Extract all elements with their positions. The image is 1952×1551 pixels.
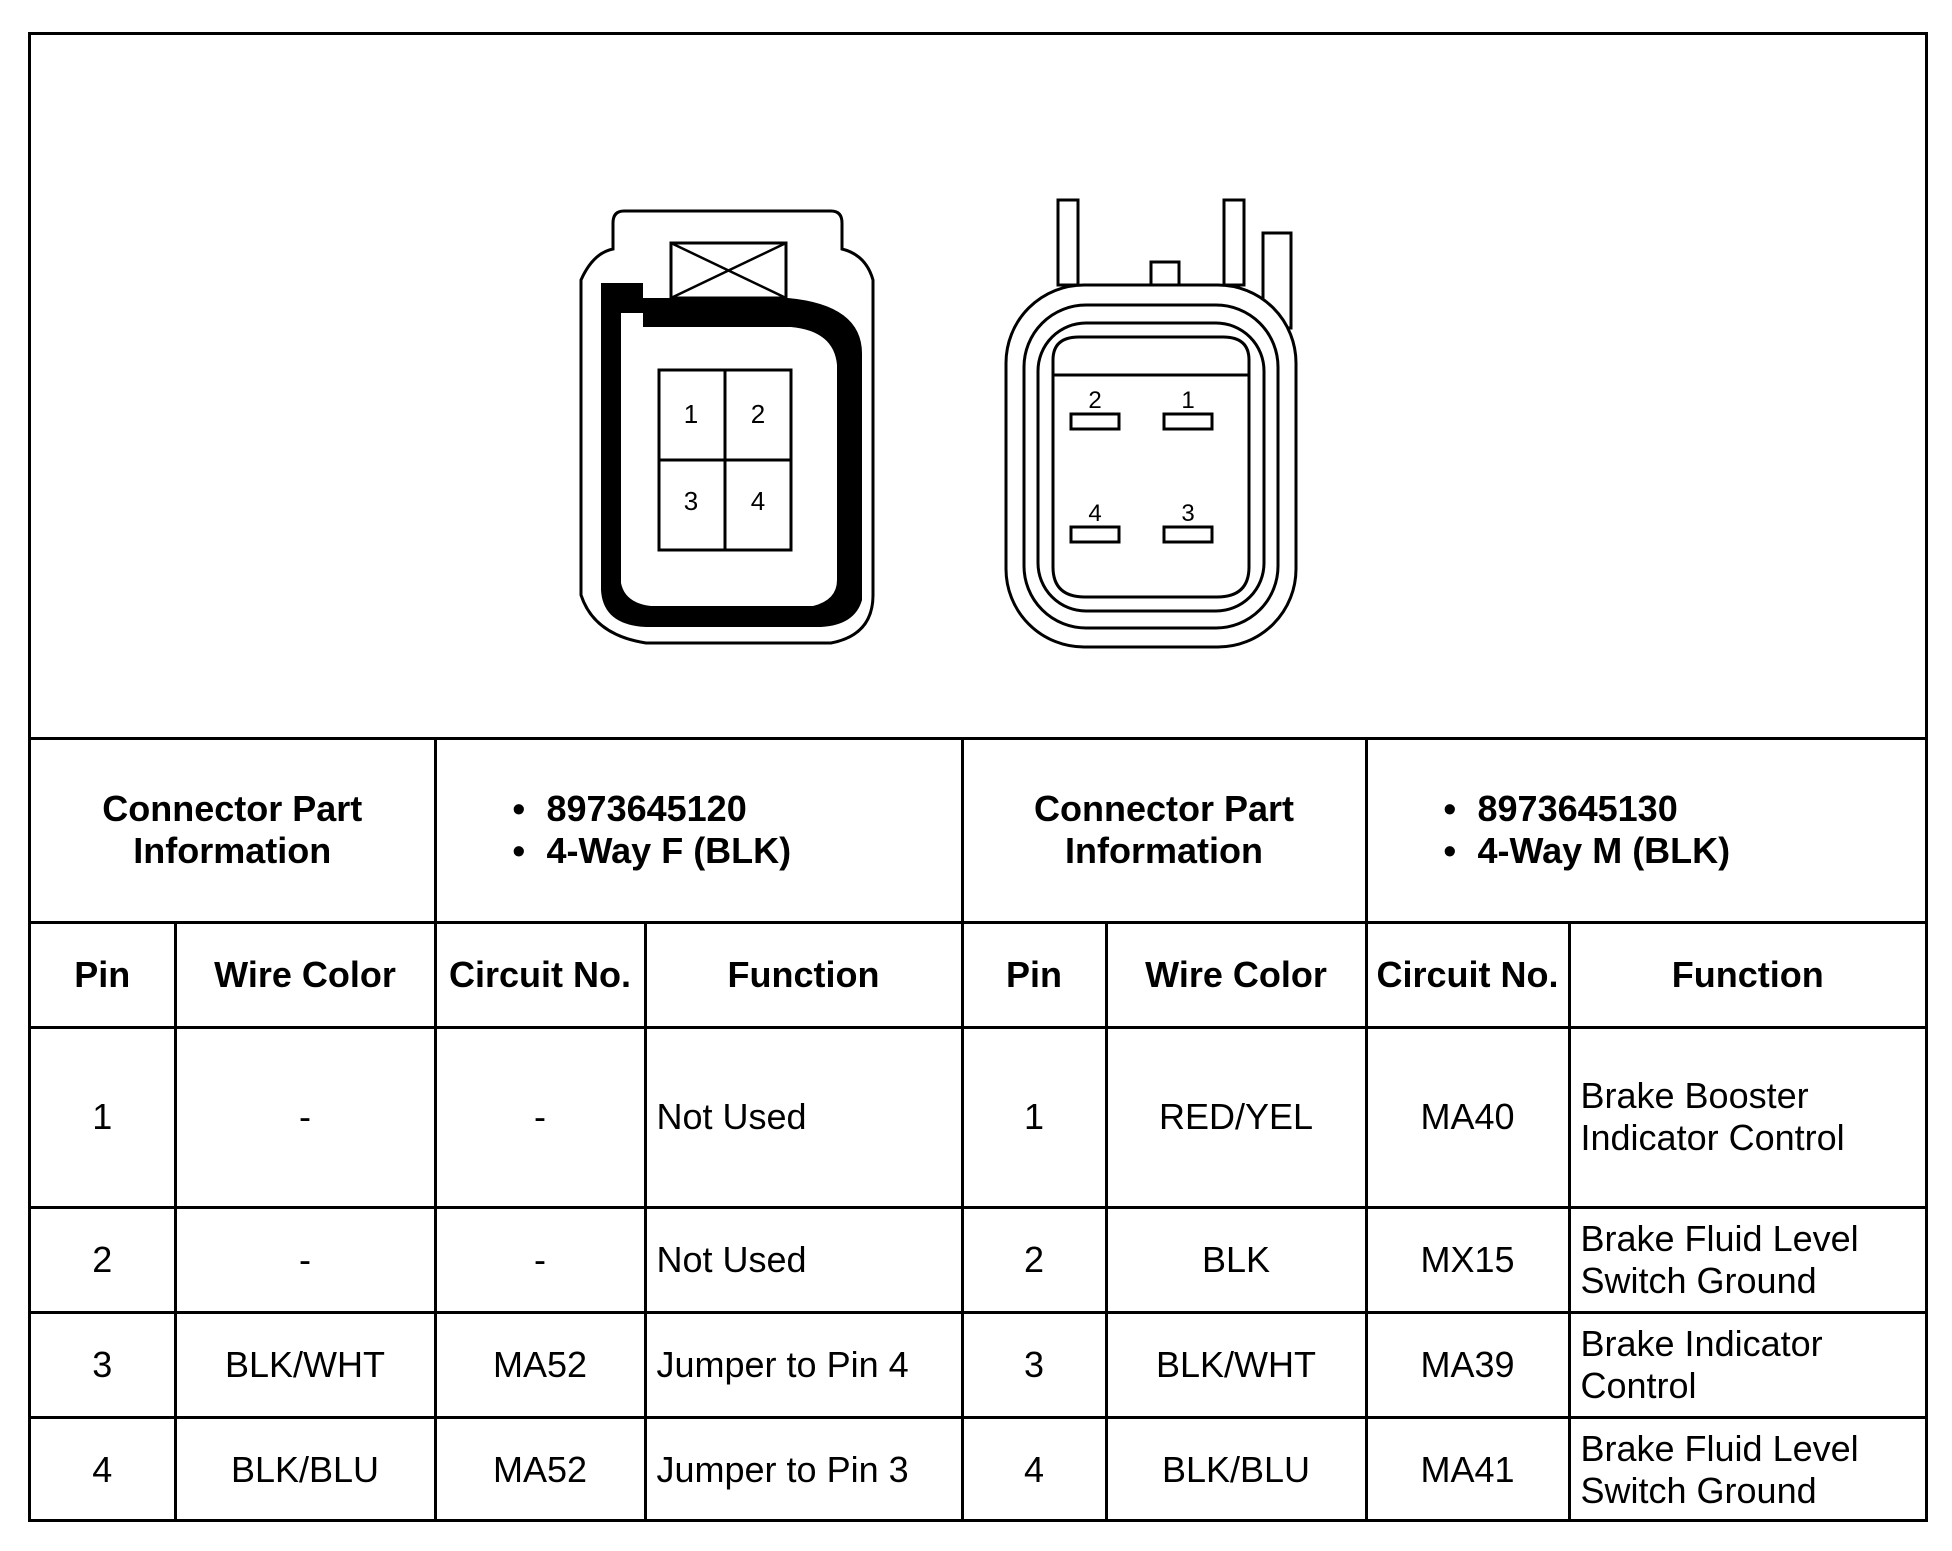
part-description: • 4-Way F (BLK) (547, 830, 955, 872)
male-terminal-tab (1058, 200, 1078, 285)
function-cell: Not Used (645, 1207, 962, 1312)
pinout-table (31, 740, 1925, 1522)
header-wire-color: Wire Color (1106, 922, 1366, 1027)
female-cavity-label: 1 (683, 399, 699, 429)
header-circuit-no: Circuit No. (435, 922, 645, 1027)
wire-color-cell: BLK/BLU (1106, 1417, 1366, 1522)
function-cell: Brake Fluid Level Switch Ground (1569, 1207, 1925, 1312)
wire-color-cell: BLK/BLU (175, 1417, 435, 1522)
function-cell: Brake Fluid Level Switch Ground (1569, 1417, 1925, 1522)
function-cell: Brake Booster Indicator Control (1569, 1027, 1925, 1207)
connector-diagram-area (31, 35, 1925, 740)
connector-end-view-sheet (28, 32, 1928, 1522)
wire-color-cell: RED/YEL (1106, 1027, 1366, 1207)
circuit-cell: MA40 (1366, 1027, 1569, 1207)
female-connector-key-bar (601, 283, 862, 627)
circuit-cell: - (435, 1207, 645, 1312)
connector-info-row (31, 740, 1925, 922)
circuit-cell: MA41 (1366, 1417, 1569, 1522)
male-terminal-tab (1224, 200, 1244, 285)
wire-color-cell: - (175, 1207, 435, 1312)
header-function: Function (645, 922, 962, 1027)
connector-info-label: Connector Part Information (962, 740, 1366, 922)
male-connector-drawing (1006, 200, 1296, 647)
male-cavity-label: 2 (1088, 387, 1102, 414)
function-cell: Jumper to Pin 3 (645, 1417, 962, 1522)
part-description: • 4-Way M (BLK) (1478, 830, 1920, 872)
male-cavity-label: 1 (1181, 387, 1195, 414)
table-row (31, 1207, 1925, 1312)
wire-color-cell: BLK/WHT (1106, 1312, 1366, 1417)
wire-color-cell: BLK/WHT (175, 1312, 435, 1417)
part-number: • 8973645120 (547, 788, 955, 830)
connector-diagram (31, 35, 1925, 735)
connector-part-numbers (435, 740, 962, 922)
part-number: • 8973645130 (1478, 788, 1920, 830)
pin-cell: 4 (31, 1417, 175, 1522)
circuit-cell: - (435, 1027, 645, 1207)
circuit-cell: MA52 (435, 1312, 645, 1417)
female-cavity-label: 3 (683, 486, 699, 516)
male-center-key (1151, 262, 1179, 287)
header-circuit-no: Circuit No. (1366, 922, 1569, 1027)
header-function: Function (1569, 922, 1925, 1027)
female-latch-cross-icon (671, 243, 786, 298)
female-cavity-label: 4 (750, 486, 766, 516)
pin-cell: 2 (31, 1207, 175, 1312)
pin-cell: 3 (962, 1312, 1106, 1417)
circuit-cell: MX15 (1366, 1207, 1569, 1312)
connector-info-label: Connector Part Information (31, 740, 435, 922)
wire-color-cell: BLK (1106, 1207, 1366, 1312)
connector-part-numbers (1366, 740, 1925, 922)
pin-cell: 1 (31, 1027, 175, 1207)
column-header-row (31, 922, 1925, 1027)
circuit-cell: MA52 (435, 1417, 645, 1522)
header-wire-color: Wire Color (175, 922, 435, 1027)
pin-cell: 2 (962, 1207, 1106, 1312)
function-cell: Not Used (645, 1027, 962, 1207)
pin-cell: 4 (962, 1417, 1106, 1522)
function-cell: Jumper to Pin 4 (645, 1312, 962, 1417)
female-cavity-label: 2 (750, 399, 766, 429)
male-cavity-label: 4 (1088, 500, 1102, 527)
function-cell: Brake Indicator Control (1569, 1312, 1925, 1417)
header-pin: Pin (31, 922, 175, 1027)
female-cavity-dividers (659, 370, 791, 550)
table-row (31, 1027, 1925, 1207)
table-row (31, 1417, 1925, 1522)
female-connector-drawing (581, 211, 873, 643)
pin-cell: 1 (962, 1027, 1106, 1207)
wire-color-cell: - (175, 1027, 435, 1207)
pin-cell: 3 (31, 1312, 175, 1417)
header-pin: Pin (962, 922, 1106, 1027)
table-row (31, 1312, 1925, 1417)
circuit-cell: MA39 (1366, 1312, 1569, 1417)
male-cavity-label: 3 (1181, 500, 1195, 527)
female-connector-housing (581, 211, 873, 643)
